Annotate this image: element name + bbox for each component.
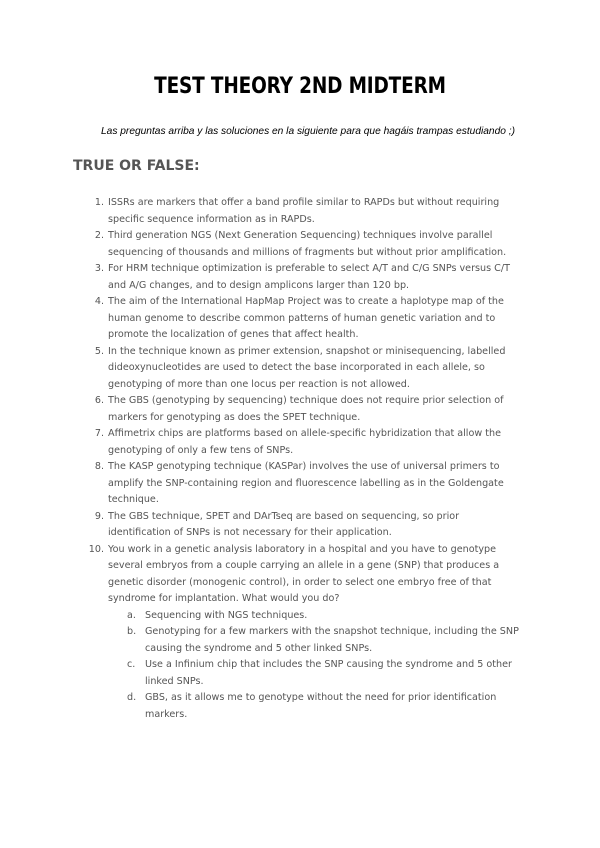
question-text-line: specific sequence information as in RAPDs. bbox=[108, 213, 315, 225]
question-item bbox=[94, 393, 528, 426]
question-text-line: and A/G changes, and to design amplicons larger than 120 bp. bbox=[108, 279, 410, 291]
question-text-line: markers for genotyping as does the SPET technique. bbox=[108, 411, 361, 423]
answer-option-text-line: linked SNPs. bbox=[145, 675, 204, 687]
question-text-line: In the technique known as primer extension, snapshot or minisequencing, labelled bbox=[108, 345, 506, 357]
question-text-line: The GBS (genotyping by sequencing) technique does not require prior selection of bbox=[108, 395, 504, 406]
question-item bbox=[94, 459, 528, 509]
question-text-line: syndrome for implantation. What would you do? bbox=[108, 593, 340, 604]
answer-option-letter: c. bbox=[127, 659, 136, 670]
answer-option bbox=[127, 624, 528, 657]
question-text-line: ISSRs are markers that offer a band profile similar to RAPDs but without requiring bbox=[108, 197, 500, 208]
question-text-line: identification of SNPs is not necessary for their application. bbox=[108, 527, 392, 538]
question-text-line: genotyping of more than one locus per reaction is not allowed. bbox=[108, 378, 410, 390]
question-number: 9. bbox=[94, 510, 104, 522]
question-item bbox=[94, 509, 528, 542]
question-number: 10. bbox=[88, 543, 104, 555]
question-text-line: For HRM technique optimization is preferable to select A/T and C/G SNPs versus C/T bbox=[108, 263, 510, 274]
question-item bbox=[94, 261, 528, 294]
answer-option bbox=[127, 690, 528, 723]
question-number: 4. bbox=[94, 296, 104, 307]
question-text-line: The GBS technique, SPET and DArTseq are based on sequencing, so prior bbox=[108, 510, 460, 522]
question-text-line: technique. bbox=[108, 494, 159, 505]
question-text-line: sequencing of thousands and millions of fragments but without prior amplification. bbox=[108, 246, 507, 258]
question-number: 2. bbox=[94, 230, 104, 241]
question-text-line: Third generation NGS (Next Generation Sequencing) techniques involve parallel bbox=[108, 230, 493, 241]
answer-option-text-line: Genotyping for a few markers with the snapshot technique, including the SNP bbox=[145, 626, 519, 637]
answer-option bbox=[127, 608, 528, 625]
answer-option-text-line: GBS, as it allows me to genotype without the need for prior identification bbox=[145, 692, 497, 703]
question-number: 1. bbox=[94, 197, 104, 208]
question-text-line: promote the localization of genes that affect health. bbox=[108, 329, 359, 340]
question-number: 7. bbox=[94, 428, 104, 439]
question-text-line: human genome to describe common patterns of human genetic variation and to bbox=[108, 312, 496, 324]
question-number: 8. bbox=[94, 461, 104, 472]
document-title: TEST THEORY 2ND MIDTERM bbox=[154, 74, 446, 99]
question-number: 6. bbox=[94, 395, 104, 406]
question-item bbox=[88, 542, 528, 724]
question-item bbox=[94, 228, 528, 261]
question-text-line: amplify the SNP-containing region and fluorescence labelling as in the Goldengate bbox=[108, 477, 504, 489]
question-text-line: Affimetrix chips are platforms based on allele-specific hybridization that allow the bbox=[108, 428, 501, 439]
question-number: 5. bbox=[94, 345, 104, 357]
question-item bbox=[94, 344, 528, 394]
answer-option-text-line: markers. bbox=[145, 708, 188, 720]
question-text-line: genotyping of only a few tens of SNPs. bbox=[108, 444, 294, 456]
answer-option-letter: b. bbox=[127, 626, 137, 637]
section-heading: TRUE OR FALSE: bbox=[73, 158, 200, 174]
question-item bbox=[94, 426, 528, 459]
question-text-line: dideoxynucleotides are used to detect the base incorporated in each allele, so bbox=[108, 362, 485, 373]
question-item bbox=[94, 294, 528, 344]
document-subtitle: Las preguntas arriba y las soluciones en la siguiente para que hagáis trampas estudiando ;) bbox=[101, 126, 515, 137]
answer-option-text-line: causing the syndrome and 5 other linked SNPs. bbox=[145, 642, 373, 654]
answer-option-text-line: Sequencing with NGS techniques. bbox=[145, 609, 308, 621]
answer-option-letter: d. bbox=[127, 692, 137, 703]
question-number: 3. bbox=[94, 263, 104, 274]
answer-option-letter: a. bbox=[127, 609, 136, 621]
question-text-line: The KASP genotyping technique (KASPar) involves the use of universal primers to bbox=[108, 461, 500, 472]
answer-option bbox=[127, 657, 528, 690]
answer-option-text-line: Use a Infinium chip that includes the SNP causing the syndrome and 5 other bbox=[145, 659, 512, 670]
question-text-line: several embryos from a couple carrying an allele in a gene (SNP) that produces a bbox=[108, 560, 500, 571]
question-list bbox=[88, 195, 528, 723]
question-text-line: The aim of the International HapMap Project was to create a haplotype map of the bbox=[108, 296, 504, 307]
question-text-line: genetic disorder (monogenic control), in order to select one embryo free of that bbox=[108, 576, 492, 588]
answer-option-list bbox=[108, 608, 528, 724]
question-item bbox=[94, 195, 528, 228]
question-text-line: You work in a genetic analysis laboratory in a hospital and you have to genotype bbox=[108, 543, 497, 555]
